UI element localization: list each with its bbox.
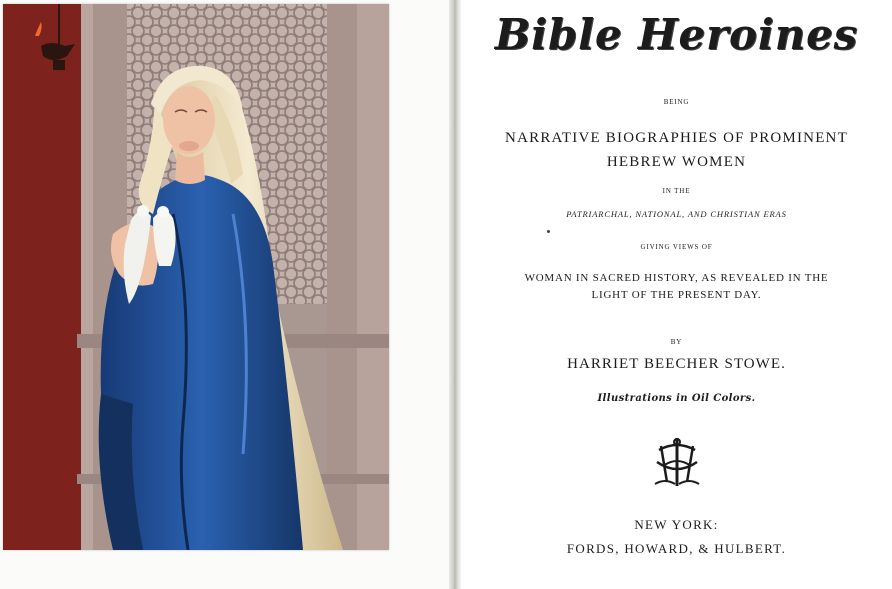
giving-views-label: GIVING VIEWS OF bbox=[640, 243, 713, 251]
ink-speck bbox=[547, 230, 550, 233]
subtitle-line-2: HEBREW WOMEN bbox=[606, 154, 747, 170]
publisher-city: NEW YORK: bbox=[634, 517, 719, 532]
views-line-1: WOMAN IN SACRED HISTORY, AS REVEALED IN THE bbox=[524, 272, 829, 284]
by-label: BY bbox=[670, 338, 683, 346]
book-title: Bible Heroines bbox=[494, 10, 859, 59]
publisher-monogram-icon bbox=[653, 436, 701, 493]
views-line-2: LIGHT OF THE PRESENT DAY. bbox=[591, 289, 762, 301]
subtitle-line-1: NARRATIVE BIOGRAPHIES OF PROMINENT bbox=[505, 130, 848, 146]
in-the-label: IN THE bbox=[662, 187, 691, 195]
author-name: HARRIET BEECHER STOWE. bbox=[567, 356, 786, 372]
publisher-name: FORDS, HOWARD, & HULBERT. bbox=[566, 541, 787, 556]
eras-line: PATRIARCHAL, NATIONAL, AND CHRISTIAN ERAS bbox=[566, 209, 787, 219]
illustrations-note: Illustrations in Oil Colors. bbox=[597, 393, 756, 404]
plate-illustration bbox=[3, 4, 389, 550]
frontispiece-plate bbox=[3, 4, 389, 550]
title-page bbox=[461, 0, 892, 589]
being-label: BEING bbox=[663, 98, 690, 106]
book-gutter bbox=[449, 0, 461, 589]
